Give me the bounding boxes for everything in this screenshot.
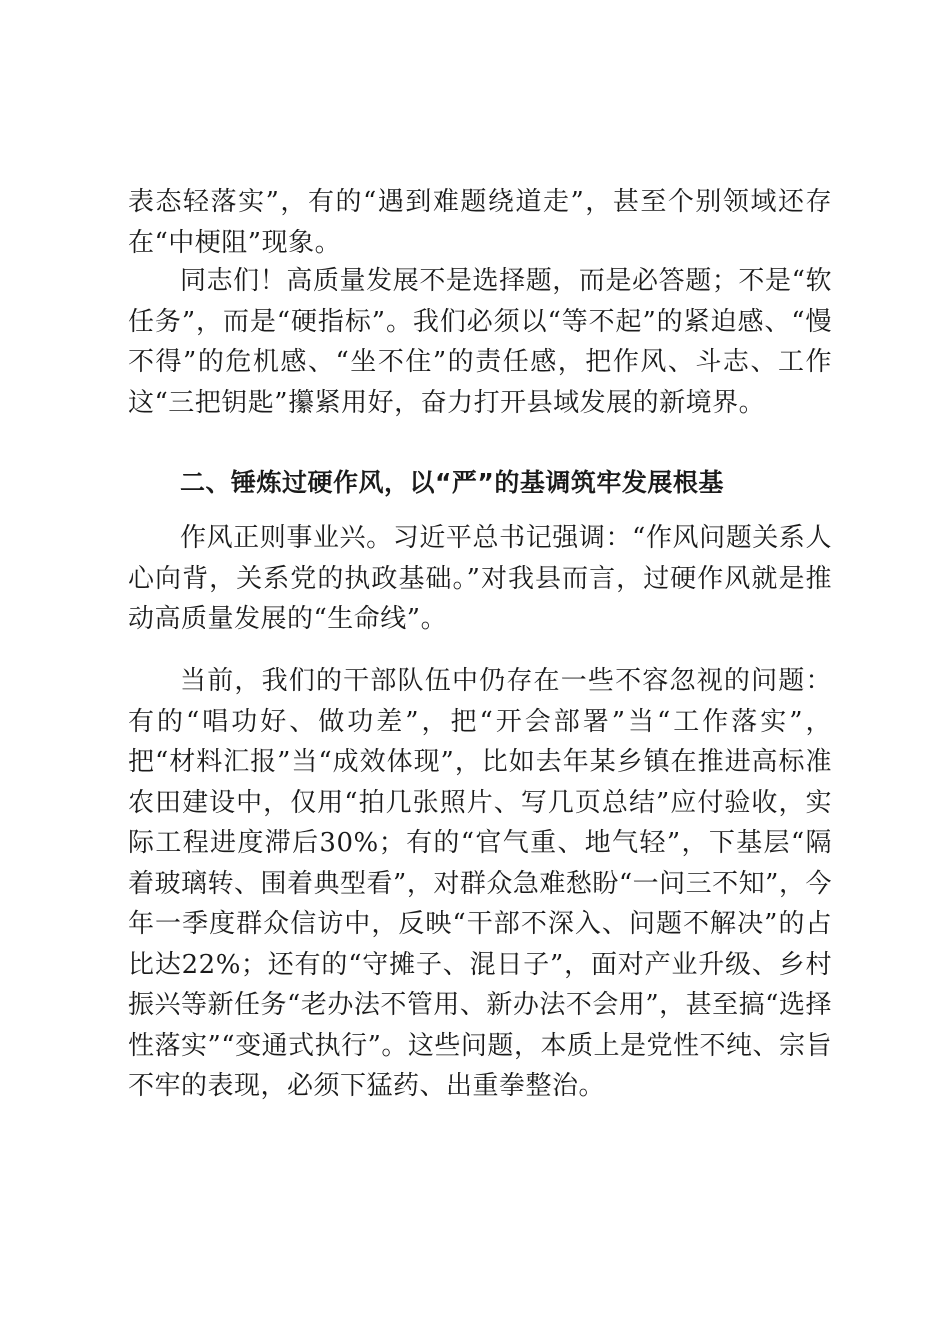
- paragraph-text: 作风正则事业兴。习近平总书记强调：“作风问题关系人心向背，关系党的执政基础。”对我县而言，过硬作风就是推动高质量发展的“生命线”。: [128, 523, 832, 634]
- paragraph-continuation: [128, 182, 832, 263]
- paragraph-text: 表态轻落实”，有的“遇到难题绕道走”，甚至个别领域还存在“中梗阻”现象。: [128, 187, 832, 258]
- paragraph-work-style: [128, 518, 832, 640]
- paragraph-text: 同志们！高质量发展不是选择题，而是必答题；不是“软任务”，而是“硬指标”。我们必须以“等不起”的紧迫感、“慢不得”的危机感、“坐不住”的责任感，把作风、斗志、工作这“三把钥匙”攥紧用好，奋力打开县域发展的新境界。: [128, 266, 832, 418]
- paragraph-problems: [128, 661, 832, 1107]
- paragraph-text: 当前，我们的干部队伍中仍存在一些不容忽视的问题：有的“唱功好、做功差”，把“开会部署”当“工作落实”，把“材料汇报”当“成效体现”，比如去年某乡镇在推进高标准农田建设中，仅用“拍几张照片、写几页总结”应付验收，实际工程进度滞后30%；有的“官气重、地气轻”，下基层“隔着玻璃转、围着典型看”，对群众急难愁盼“一问三不知”，今年一季度群众信访中，反映“干部不深入、问题不解决”的占比达22%；还有的“守摊子、混日子”，面对产业升级、乡村振兴等新任务“老办法不管用、新办法不会用”，甚至搞“选择性落实”“变通式执行”。这些问题，本质上是党性不纯、宗旨不牢的表现，必须下猛药、出重拳整治。: [128, 666, 832, 1101]
- section-heading: [128, 463, 832, 504]
- section-heading-text: 二、锤炼过硬作风，以“严”的基调筑牢发展根基: [180, 468, 724, 497]
- paragraph-comrades: [128, 261, 832, 423]
